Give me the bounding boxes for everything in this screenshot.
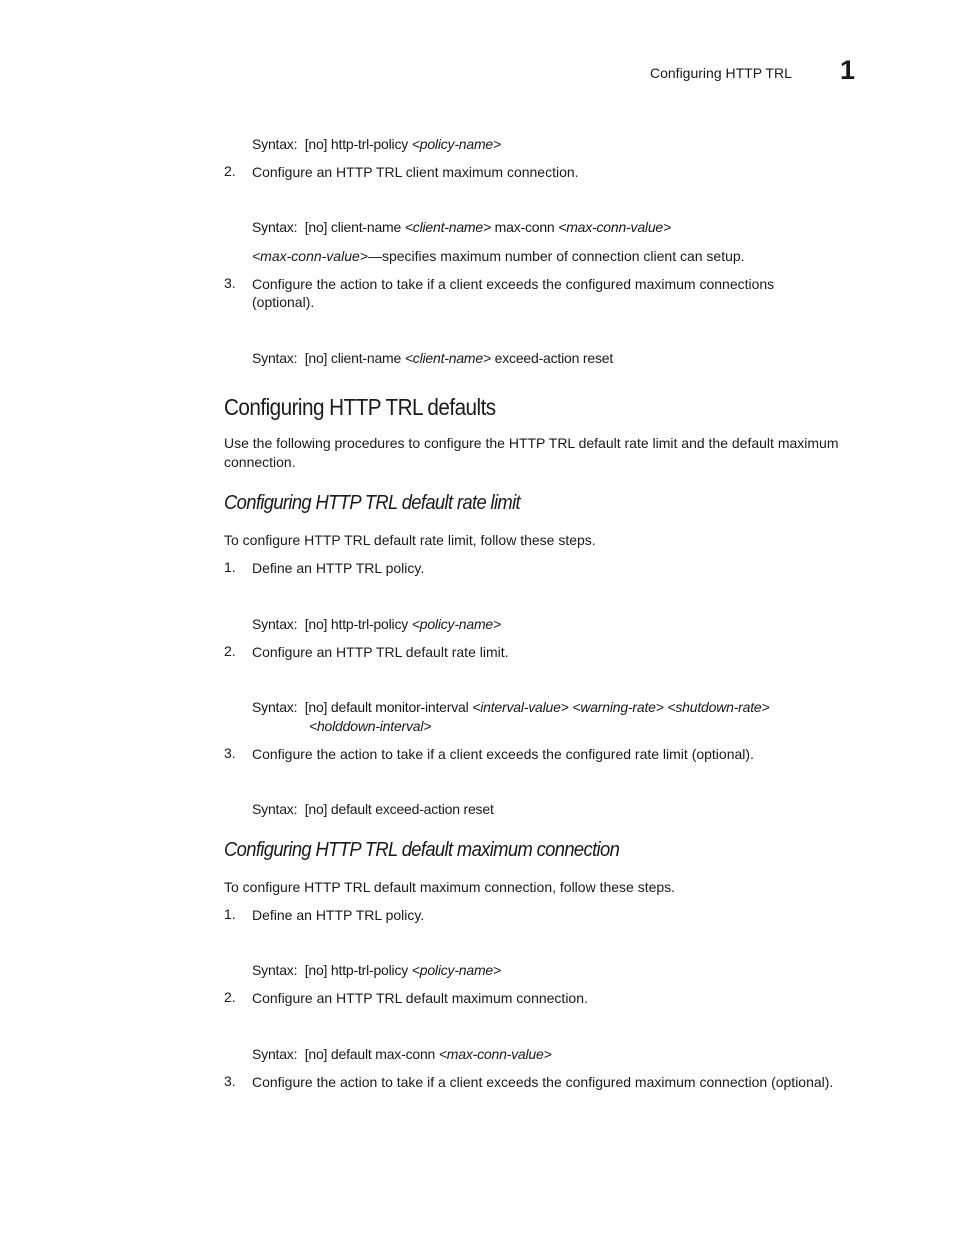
syntax-line (252, 698, 769, 717)
procedure-intro: To configure HTTP TRL default maximum connection, follow these steps. (224, 879, 676, 895)
syntax-argument: <policy-name> (411, 136, 501, 152)
chapter-number: 1 (840, 55, 856, 85)
section-heading: Configuring HTTP TRL defaults (224, 394, 496, 420)
syntax-command: max-conn (494, 219, 555, 235)
step-number: 2. (224, 989, 236, 1005)
syntax-argument: <client-name> (404, 219, 491, 235)
step-text: Define an HTTP TRL policy. (252, 907, 425, 923)
syntax-argument: <holddown-interval> (309, 718, 432, 734)
syntax-label: Syntax: (252, 1046, 298, 1062)
syntax-label: Syntax: (252, 616, 298, 632)
syntax-line (252, 135, 501, 154)
step-text: Configure the action to take if a client exceeds the configured maximum connection (optional). (252, 1074, 834, 1090)
step-number: 1. (224, 559, 236, 575)
step-number: 2. (224, 163, 236, 179)
step-text: Configure the action to take if a client exceeds the configured rate limit (optional). (252, 746, 754, 762)
step-number: 3. (224, 1073, 236, 1089)
parameter-text: —specifies maximum number of connection client can setup. (367, 248, 745, 264)
syntax-label: Syntax: (252, 801, 298, 817)
step-text: Configure an HTTP TRL default maximum connection. (252, 990, 588, 1006)
step-text: Configure an HTTP TRL default rate limit. (252, 644, 509, 660)
step-text: Configure the action to take if a client exceeds the configured maximum connections (252, 276, 775, 292)
subsection-heading: Configuring HTTP TRL default maximum connection (224, 839, 620, 861)
syntax-command: [no] default exceed-action reset (304, 801, 494, 817)
syntax-command: [no] http-trl-policy (304, 616, 409, 632)
parameter-description (252, 247, 745, 266)
syntax-line (252, 349, 613, 368)
syntax-command: [no] default monitor-interval (304, 699, 469, 715)
step-text: Configure an HTTP TRL client maximum connection. (252, 164, 579, 180)
syntax-continuation (309, 717, 431, 736)
syntax-argument: <client-name> (404, 350, 491, 366)
step-number: 3. (224, 745, 236, 761)
step-number: 3. (224, 275, 236, 291)
syntax-command: [no] client-name (304, 350, 402, 366)
syntax-line (252, 800, 494, 819)
intro-text: Use the following procedures to configure the HTTP TRL default rate limit and the default maximum (224, 435, 839, 451)
syntax-argument: <max-conn-value> (438, 1046, 552, 1062)
procedure-intro: To configure HTTP TRL default rate limit, follow these steps. (224, 532, 596, 548)
syntax-argument: <interval-value> <warning-rate> <shutdown-rate> (472, 699, 770, 715)
syntax-line (252, 961, 501, 980)
step-number: 2. (224, 643, 236, 659)
syntax-line (252, 218, 671, 237)
syntax-command: [no] client-name (304, 219, 402, 235)
syntax-argument: <policy-name> (411, 962, 501, 978)
running-header-title: Configuring HTTP TRL (650, 65, 792, 81)
step-text: Define an HTTP TRL policy. (252, 560, 425, 576)
syntax-command: [no] default max-conn (304, 1046, 436, 1062)
syntax-label: Syntax: (252, 962, 298, 978)
syntax-command: [no] http-trl-policy (304, 962, 409, 978)
syntax-argument: <max-conn-value> (558, 219, 671, 235)
syntax-line (252, 1045, 552, 1064)
syntax-command: [no] http-trl-policy (304, 136, 409, 152)
syntax-label: Syntax: (252, 699, 298, 715)
parameter-name: <max-conn-value> (252, 248, 368, 264)
syntax-label: Syntax: (252, 136, 298, 152)
syntax-line (252, 615, 501, 634)
syntax-command: exceed-action reset (494, 350, 614, 366)
syntax-label: Syntax: (252, 350, 298, 366)
syntax-argument: <policy-name> (411, 616, 501, 632)
step-number: 1. (224, 906, 236, 922)
syntax-label: Syntax: (252, 219, 298, 235)
subsection-heading: Configuring HTTP TRL default rate limit (224, 492, 520, 514)
intro-text-continued: connection. (224, 454, 296, 470)
step-text-continued: (optional). (252, 294, 315, 310)
